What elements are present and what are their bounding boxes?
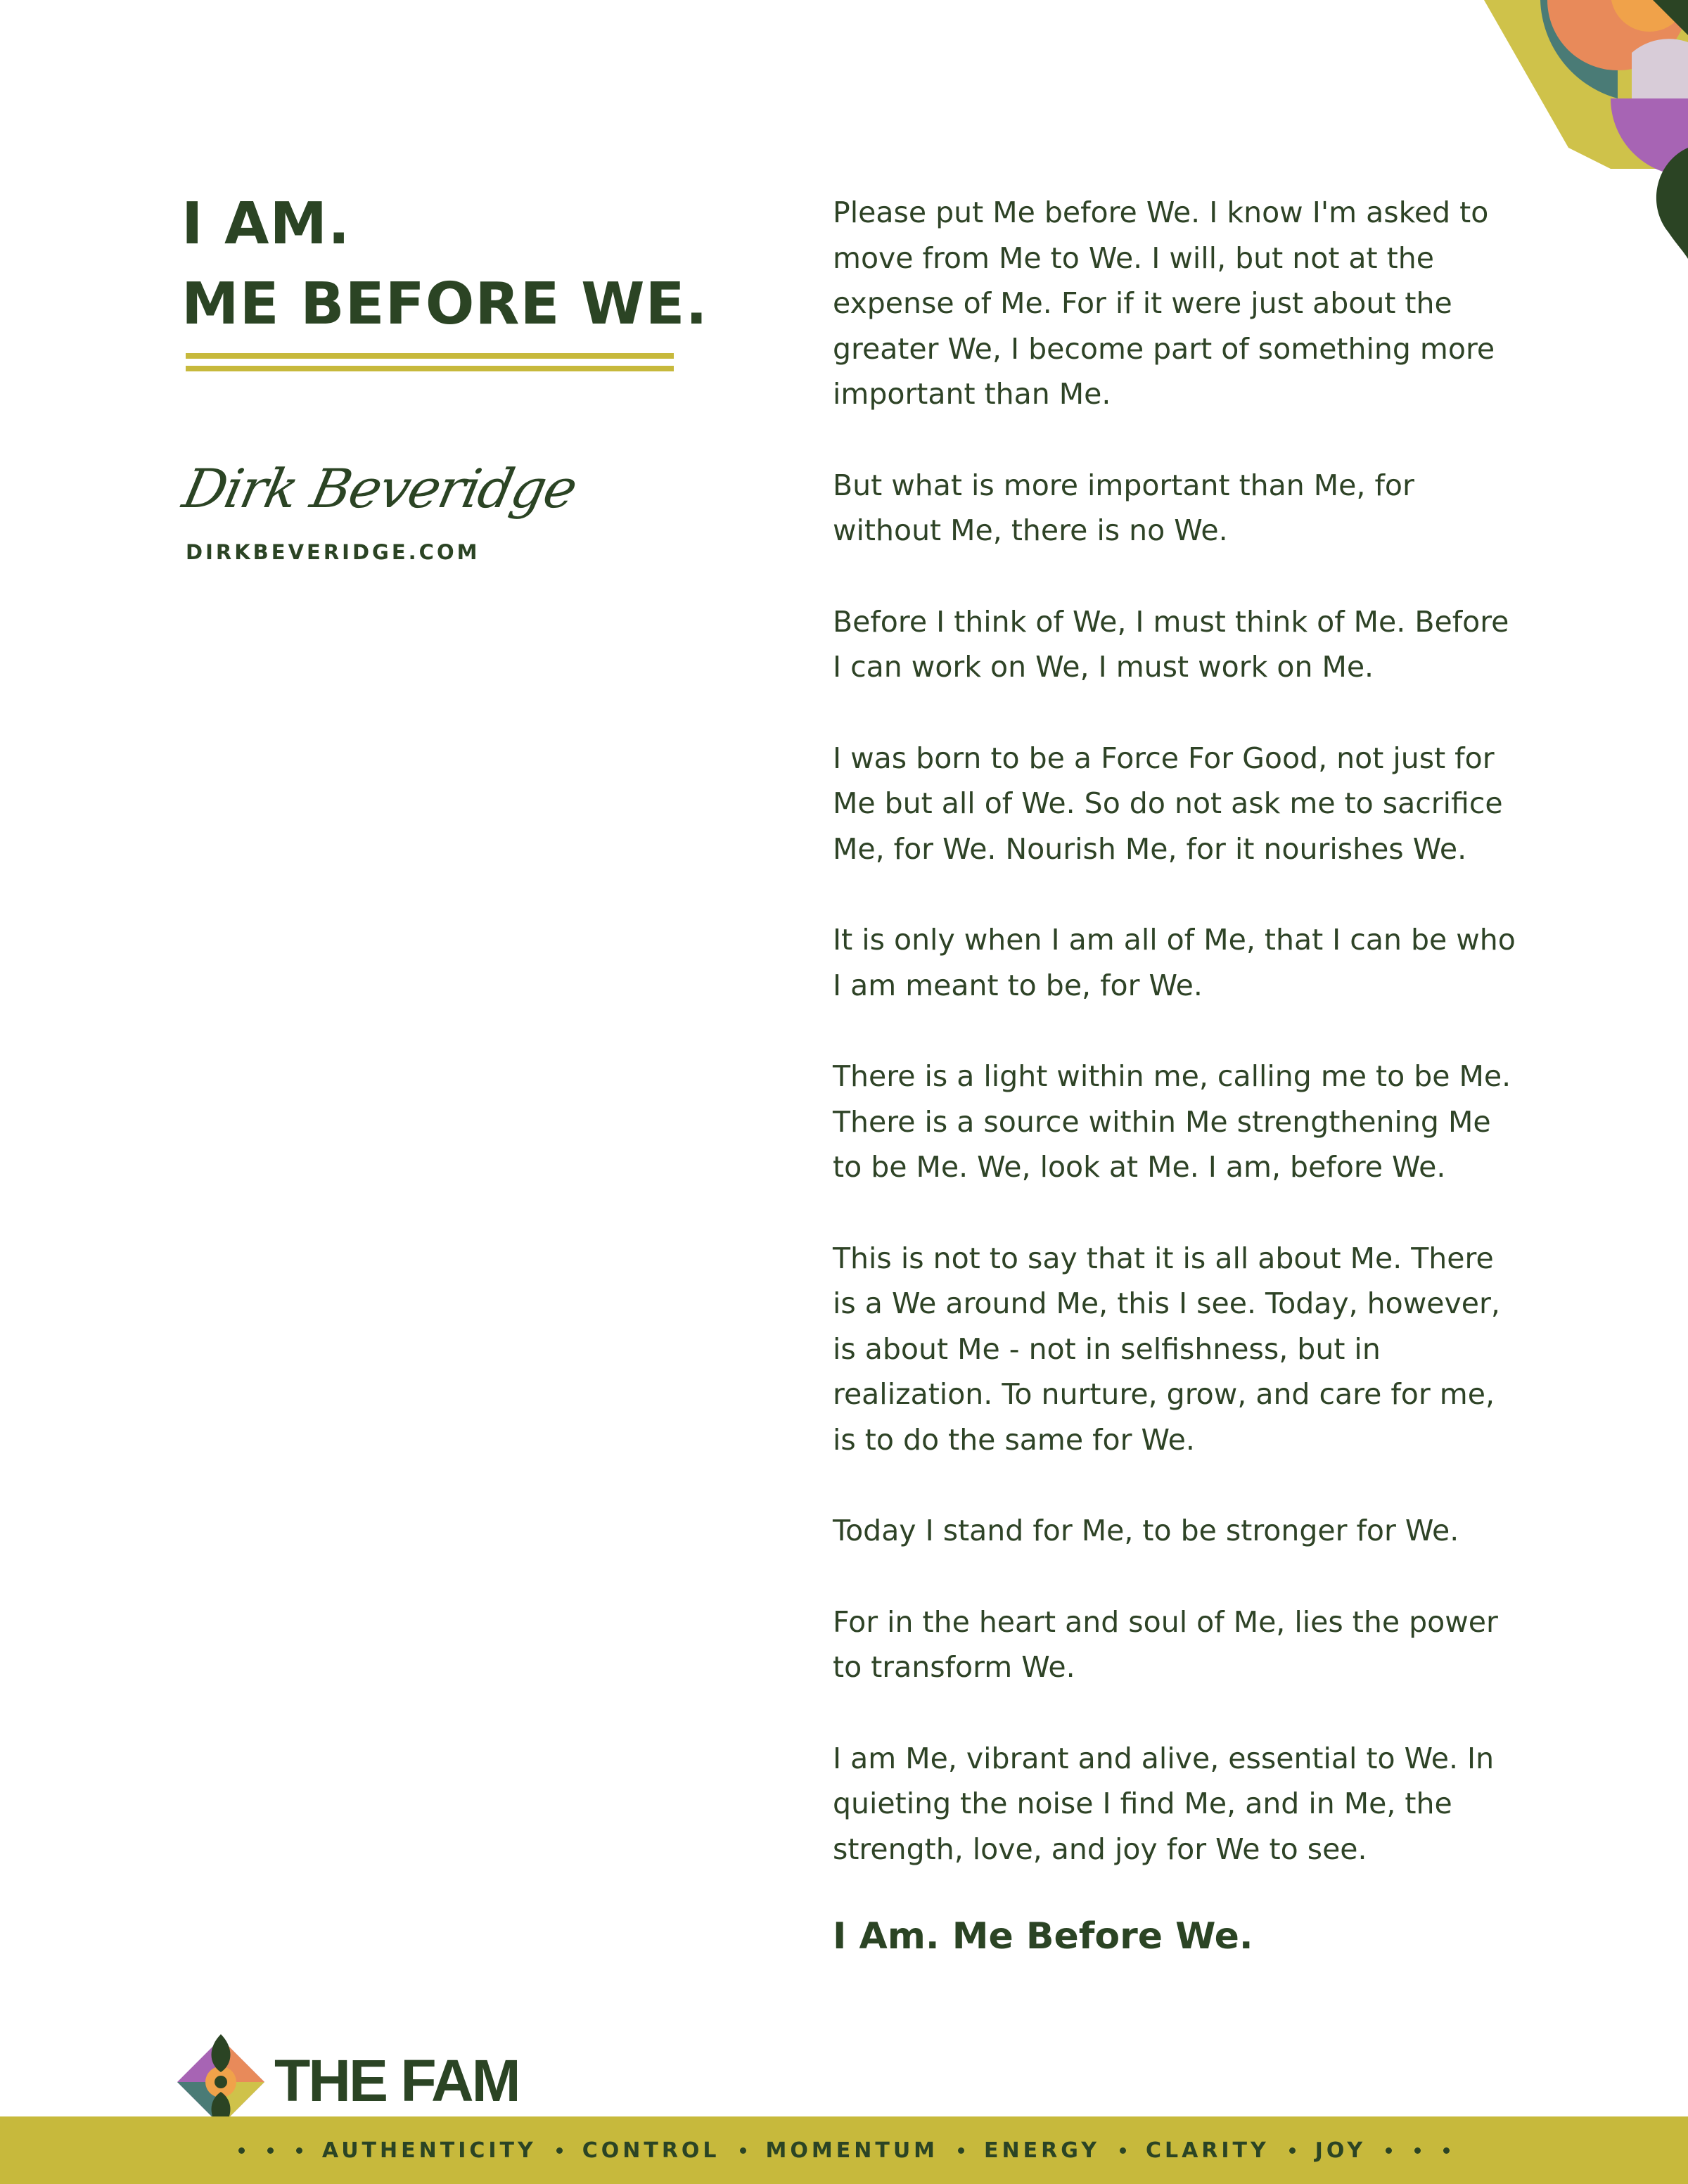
bullet-dot xyxy=(1120,2147,1126,2154)
paragraph: This is not to say that it is all about Me. There is a We around Me, this I see. Today, however, is about Me - not in selfishness, but in realization. To nurture, grow, and care for me, is to do the same for We. xyxy=(833,1241,1500,1457)
title-line-1: I AM. xyxy=(181,191,351,257)
author-signature: Dirk Beveridge xyxy=(177,457,582,520)
bullet-dot xyxy=(556,2147,563,2154)
bullet-dot xyxy=(1289,2147,1296,2154)
paragraph: Please put Me before We. I know I'm asked to move from Me to We. I will, but not at the expense of Me. For if it were just about the greater We, I become part of something more important than Me. xyxy=(833,196,1495,411)
title-line-2: ME BEFORE WE. xyxy=(181,271,708,338)
logo-wordmark: THE FAM xyxy=(274,2048,519,2114)
footer-values-row xyxy=(224,2138,1464,2163)
paragraph: There is a light within me, calling me to be Me. There is a source within Me strengthening Me to be Me. We, look at Me. I am, before We. xyxy=(833,1059,1511,1184)
manifesto-body xyxy=(833,190,1522,1961)
footer-values-bar xyxy=(0,2116,1688,2184)
paragraph: Today I stand for Me, to be stronger for We. xyxy=(833,1514,1459,1547)
bullet-dot xyxy=(1386,2147,1392,2154)
value-control: CONTROL xyxy=(582,2138,720,2163)
paragraph: I was born to be a Force For Good, not just for Me but all of We. So do not ask me to sacrifice Me, for We. Nourish Me, for it nourishes We. xyxy=(833,741,1503,866)
bullet-dot xyxy=(740,2147,746,2154)
title-underline-bottom xyxy=(186,366,674,371)
value-authenticity: AUTHENTICITY xyxy=(321,2138,537,2163)
closing-statement: I Am. Me Before We. xyxy=(833,1915,1253,1958)
author-website-link[interactable]: DIRKBEVERIDGE.COM xyxy=(186,540,480,564)
value-energy: ENERGY xyxy=(984,2138,1100,2163)
title-underline-top xyxy=(186,353,674,359)
bullet-dot xyxy=(238,2147,245,2154)
paragraph: But what is more important than Me, for without Me, there is no We. xyxy=(833,468,1414,547)
value-joy: JOY xyxy=(1315,2138,1367,2163)
value-momentum: MOMENTUM xyxy=(765,2138,939,2163)
bullet-dot xyxy=(1443,2147,1450,2154)
value-clarity: CLARITY xyxy=(1145,2138,1270,2163)
page-title xyxy=(181,184,716,345)
paragraph: It is only when I am all of Me, that I can be who I am meant to be, for We. xyxy=(833,923,1516,1002)
paragraph: For in the heart and soul of Me, lies the power to transform We. xyxy=(833,1604,1498,1684)
paragraph: I am Me, vibrant and alive, essential to We. In quieting the noise I find Me, and in Me, the strength, love, and joy for We to see. xyxy=(833,1741,1495,1866)
bullet-dot xyxy=(958,2147,964,2154)
paragraph: Before I think of We, I must think of Me. Before I can work on We, I must work on Me. xyxy=(833,604,1509,684)
bullet-dot xyxy=(267,2147,274,2154)
bullet-dot xyxy=(1414,2147,1421,2154)
bullet-dot xyxy=(296,2147,302,2154)
